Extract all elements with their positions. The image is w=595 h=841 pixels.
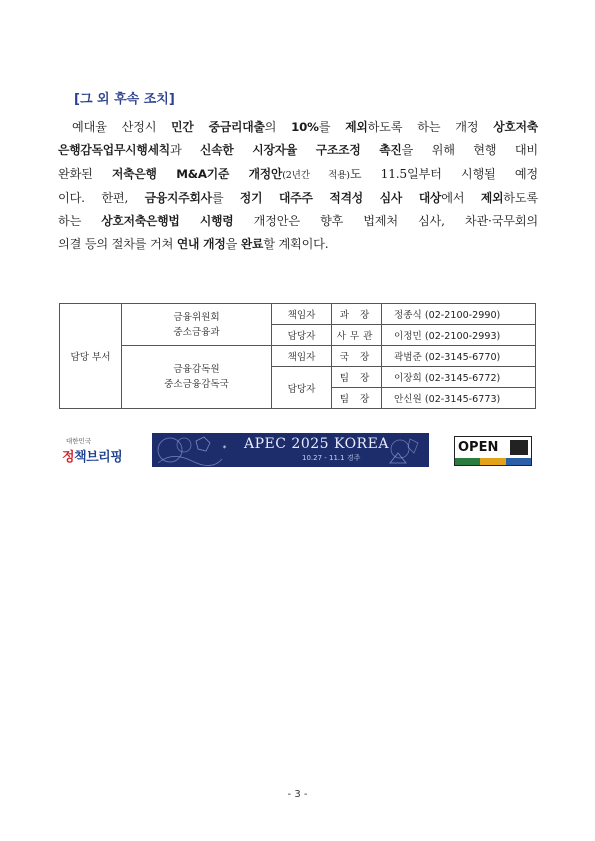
svg-text:✶: ✶ bbox=[222, 444, 228, 451]
para-line-6: 의결 등의 절차를 거쳐 연내 개정을 완료할 계획이다. bbox=[58, 237, 329, 252]
title-cell: 사무관 bbox=[332, 325, 382, 346]
open-person-icon bbox=[510, 440, 528, 455]
open-license-strip bbox=[455, 458, 531, 465]
para-line-3: 완화된 저축은행 M&A기준 개정안(2년간 적용)도 11.5일부터 시행될 예정 bbox=[58, 166, 538, 181]
page-number: - 3 - bbox=[287, 789, 308, 800]
org-fss: 금융감독원 중소금융감독국 bbox=[122, 346, 272, 409]
para-line-5: 하는 상호저축은행법 시행령 개정안은 향후 법제처 심사, 차관·국무회의 bbox=[58, 214, 538, 229]
para-line-2: 은행감독업무시행세칙과 신속한 시장자율 구조조정 촉진을 위해 현행 대비 bbox=[58, 143, 538, 158]
title-cell: 과 장 bbox=[332, 304, 382, 325]
open-logo-text: OPEN bbox=[458, 440, 499, 455]
briefing-logo-text: 정책브리핑 bbox=[62, 450, 123, 465]
role-cell: 담당자 bbox=[272, 325, 332, 346]
role-cell: 책임자 bbox=[272, 304, 332, 325]
contact-cell: 이정민 (02-2100-2993) bbox=[382, 325, 536, 346]
body-paragraph bbox=[58, 116, 538, 257]
open-license-logo[interactable] bbox=[454, 436, 532, 466]
title-cell: 팀 장 bbox=[332, 367, 382, 388]
contact-cell: 정종식 (02-2100-2990) bbox=[382, 304, 536, 325]
apec-title: APEC 2025 KOREA bbox=[244, 436, 389, 452]
briefing-logo-small-text: 대한민국 bbox=[66, 437, 92, 445]
para-line-1: 예대율 산정시 민간 중금리대출의 10%를 제외하도록 하는 개정 상호저축 bbox=[72, 120, 539, 134]
contact-cell: 이장희 (02-3145-6772) bbox=[382, 367, 536, 388]
apec-banner[interactable] bbox=[152, 433, 429, 467]
org-fsc: 금융위원회 중소금융과 bbox=[122, 304, 272, 346]
dept-label: 담당 부서 bbox=[60, 304, 122, 409]
title-cell: 팀 장 bbox=[332, 388, 382, 409]
role-cell: 책임자 bbox=[272, 346, 332, 367]
policy-briefing-logo[interactable] bbox=[62, 436, 126, 468]
title-cell: 국 장 bbox=[332, 346, 382, 367]
role-cell: 담당자 bbox=[272, 367, 332, 409]
footer-logos bbox=[0, 433, 595, 469]
contact-table bbox=[59, 303, 536, 409]
apec-subtitle: 10.27 - 11.1 경주 bbox=[302, 454, 361, 462]
contact-cell: 곽범준 (02-3145-6770) bbox=[382, 346, 536, 367]
contact-cell: 안신원 (02-3145-6773) bbox=[382, 388, 536, 409]
para-line-4: 이다. 한편, 금융지주회사를 정기 대주주 적격성 심사 대상에서 제외하도록 bbox=[58, 190, 539, 205]
table-row bbox=[60, 346, 536, 367]
section-title: [그 외 후속 조치] bbox=[74, 92, 175, 107]
table-row bbox=[60, 304, 536, 325]
